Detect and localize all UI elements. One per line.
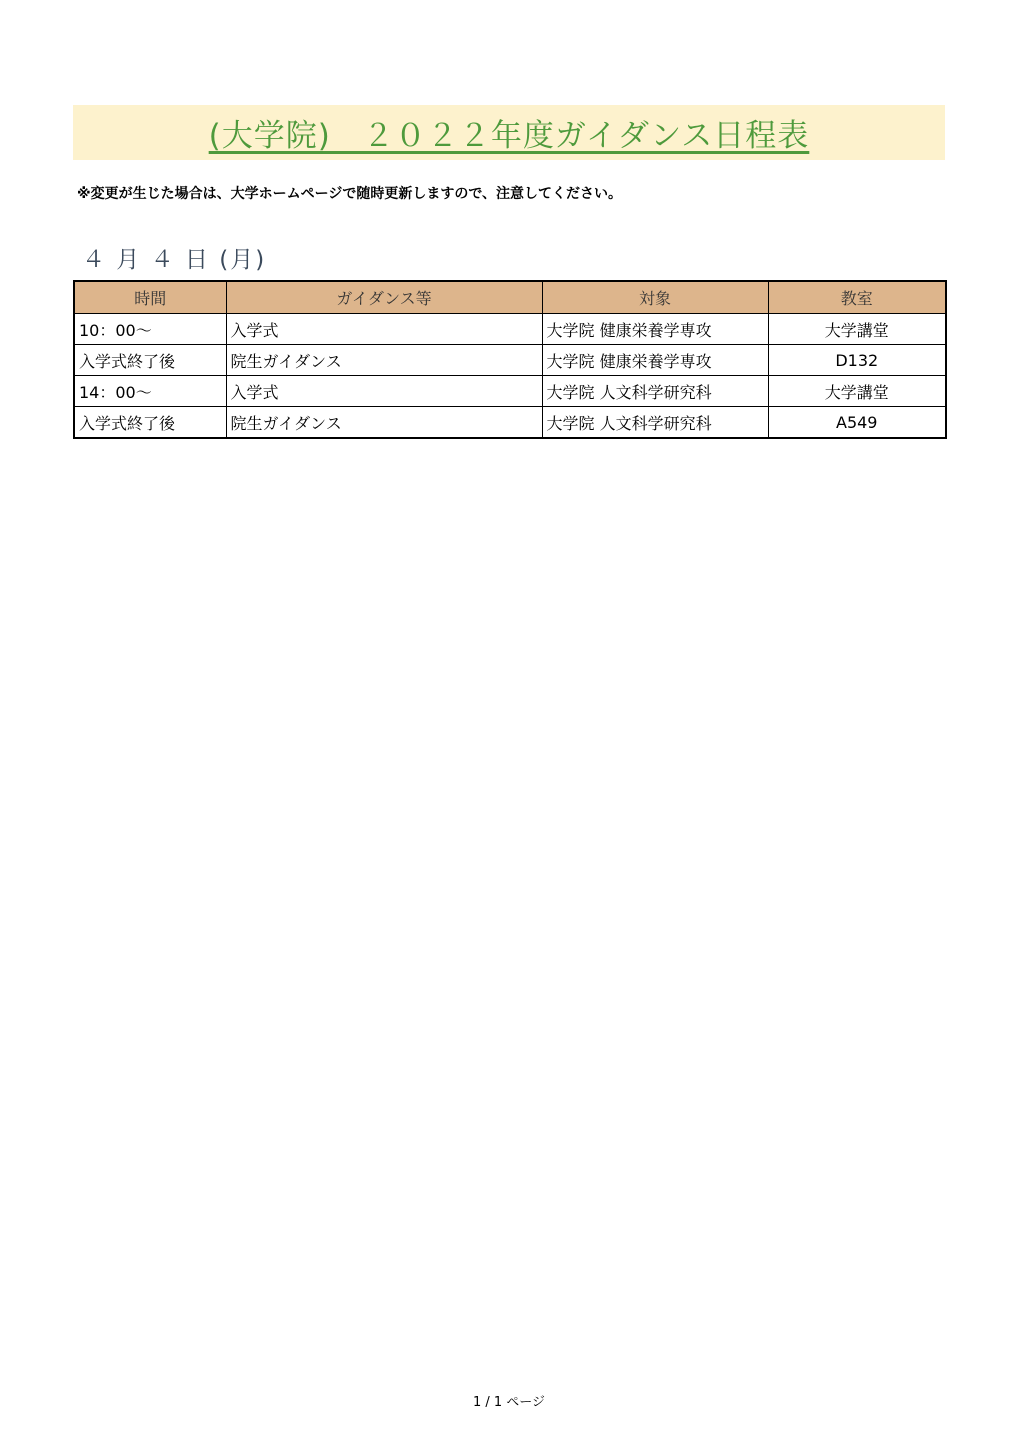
cell-guidance: 院生ガイダンス <box>226 345 542 376</box>
table-row <box>74 407 946 439</box>
notice-text: ※変更が生じた場合は、大学ホームページで随時更新しますので、注意してください。 <box>77 186 623 202</box>
cell-target: 大学院 健康栄養学専攻 <box>542 345 768 376</box>
page-footer: 1 / 1 ページ <box>472 1395 546 1410</box>
cell-guidance: 院生ガイダンス <box>226 407 542 439</box>
cell-guidance: 入学式 <box>226 376 542 407</box>
cell-target: 大学院 人文科学研究科 <box>542 376 768 407</box>
table-row <box>74 314 946 345</box>
header-guidance: ガイダンス等 <box>226 281 542 314</box>
date-heading: ４ 月 ４ 日 (月) <box>82 247 267 273</box>
table-row <box>74 345 946 376</box>
header-time: 時間 <box>74 281 226 314</box>
cell-room: A549 <box>768 407 946 439</box>
cell-time: 入学式終了後 <box>74 407 226 439</box>
cell-time: 10：00～ <box>74 314 226 345</box>
header-room: 教室 <box>768 281 946 314</box>
cell-room: 大学講堂 <box>768 376 946 407</box>
cell-target: 大学院 人文科学研究科 <box>542 407 768 439</box>
header-target: 対象 <box>542 281 768 314</box>
table-header-row <box>74 281 946 314</box>
cell-target: 大学院 健康栄養学専攻 <box>542 314 768 345</box>
title-band <box>73 105 945 160</box>
table-row <box>74 376 946 407</box>
cell-time: 14：00～ <box>74 376 226 407</box>
cell-room: D132 <box>768 345 946 376</box>
cell-guidance: 入学式 <box>226 314 542 345</box>
cell-time: 入学式終了後 <box>74 345 226 376</box>
page-title: (大学院) ２０２２年度ガイダンス日程表 <box>208 118 810 154</box>
schedule-table <box>73 280 947 439</box>
cell-room: 大学講堂 <box>768 314 946 345</box>
